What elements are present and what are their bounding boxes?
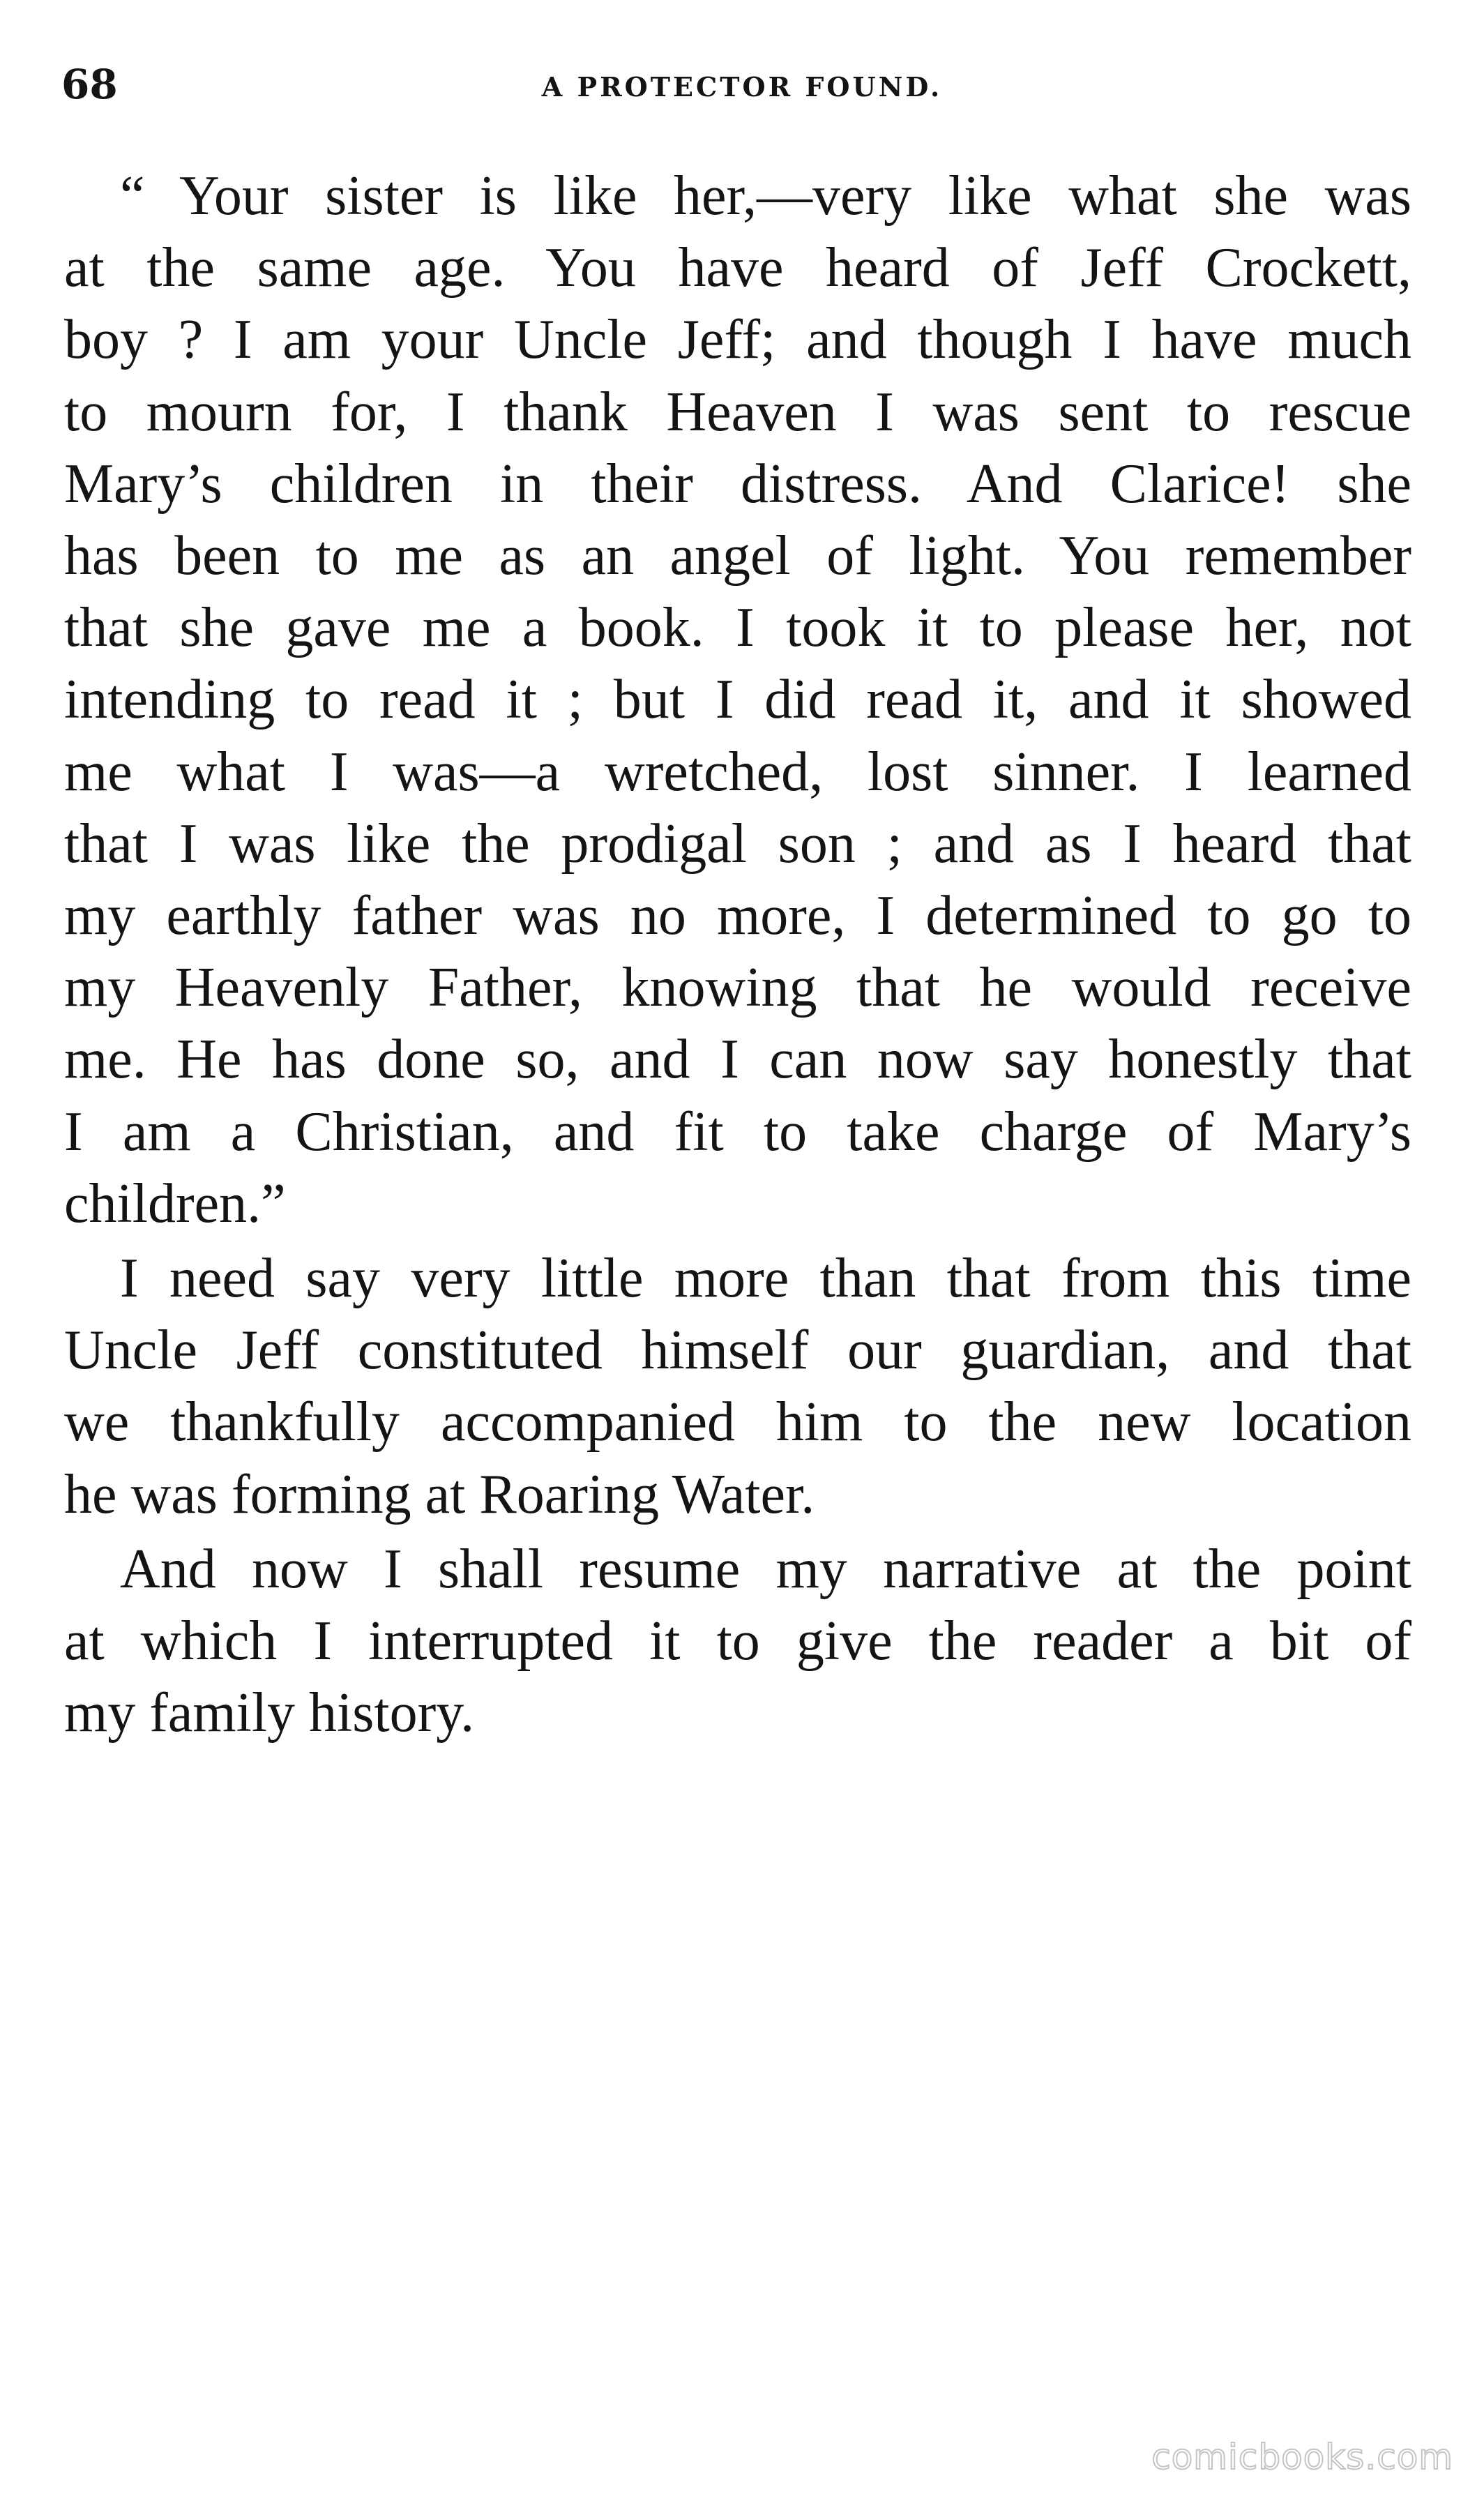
text-line: children.” xyxy=(64,1172,286,1234)
text-line: has been to me as an angel of light. You remember xyxy=(64,525,1411,587)
page-number: 68 xyxy=(61,61,118,108)
text-line: to mourn for, I thank Heaven I was sent to rescue xyxy=(64,381,1411,443)
text-line: that I was like the prodigal son ; and as I heard that xyxy=(64,813,1411,875)
text-line: I am a Christian, and fit to take charge of Mary’s xyxy=(64,1101,1411,1163)
paragraph-1 xyxy=(64,160,1411,1240)
text-line: we thankfully accompanied him to the new location xyxy=(64,1391,1411,1453)
text-line: boy ? I am your Uncle Jeff; and though I have much xyxy=(64,309,1411,371)
text-line: I need say very little more than that from this time xyxy=(120,1248,1411,1310)
text-line: And now I shall resume my narrative at the point xyxy=(120,1538,1411,1600)
text-line: me. He has done so, and I can now say honestly that xyxy=(64,1029,1411,1091)
paragraph-3 xyxy=(64,1534,1411,1750)
text-line: he was forming at Roaring Water. xyxy=(64,1463,815,1525)
text-line: at the same age. You have heard of Jeff Crockett, xyxy=(64,237,1411,299)
watermark-text: comicbooks.com xyxy=(1151,2437,1453,2477)
text-line: Mary’s children in their distress. And Clarice! she xyxy=(64,453,1411,515)
text-line: Uncle Jeff constituted himself our guardian, and that xyxy=(64,1320,1411,1382)
text-line: me what I was—a wretched, lost sinner. I learned xyxy=(64,741,1411,803)
running-title: A PROTECTOR FOUND. xyxy=(541,71,943,103)
text-line: my family history. xyxy=(64,1682,475,1744)
text-line: intending to read it ; but I did read it, and it showed xyxy=(64,669,1411,731)
text-line: “ Your sister is like her,—very like what she was xyxy=(120,165,1411,227)
paragraph-2 xyxy=(64,1243,1411,1531)
text-line: my earthly father was no more, I determined to go to xyxy=(64,885,1411,947)
body-text xyxy=(64,160,1411,1752)
text-line: at which I interrupted it to give the reader a bit of xyxy=(64,1610,1411,1672)
text-line: that she gave me a book. I took it to please her, not xyxy=(64,597,1411,659)
text-line: my Heavenly Father, knowing that he would receive xyxy=(64,957,1411,1019)
